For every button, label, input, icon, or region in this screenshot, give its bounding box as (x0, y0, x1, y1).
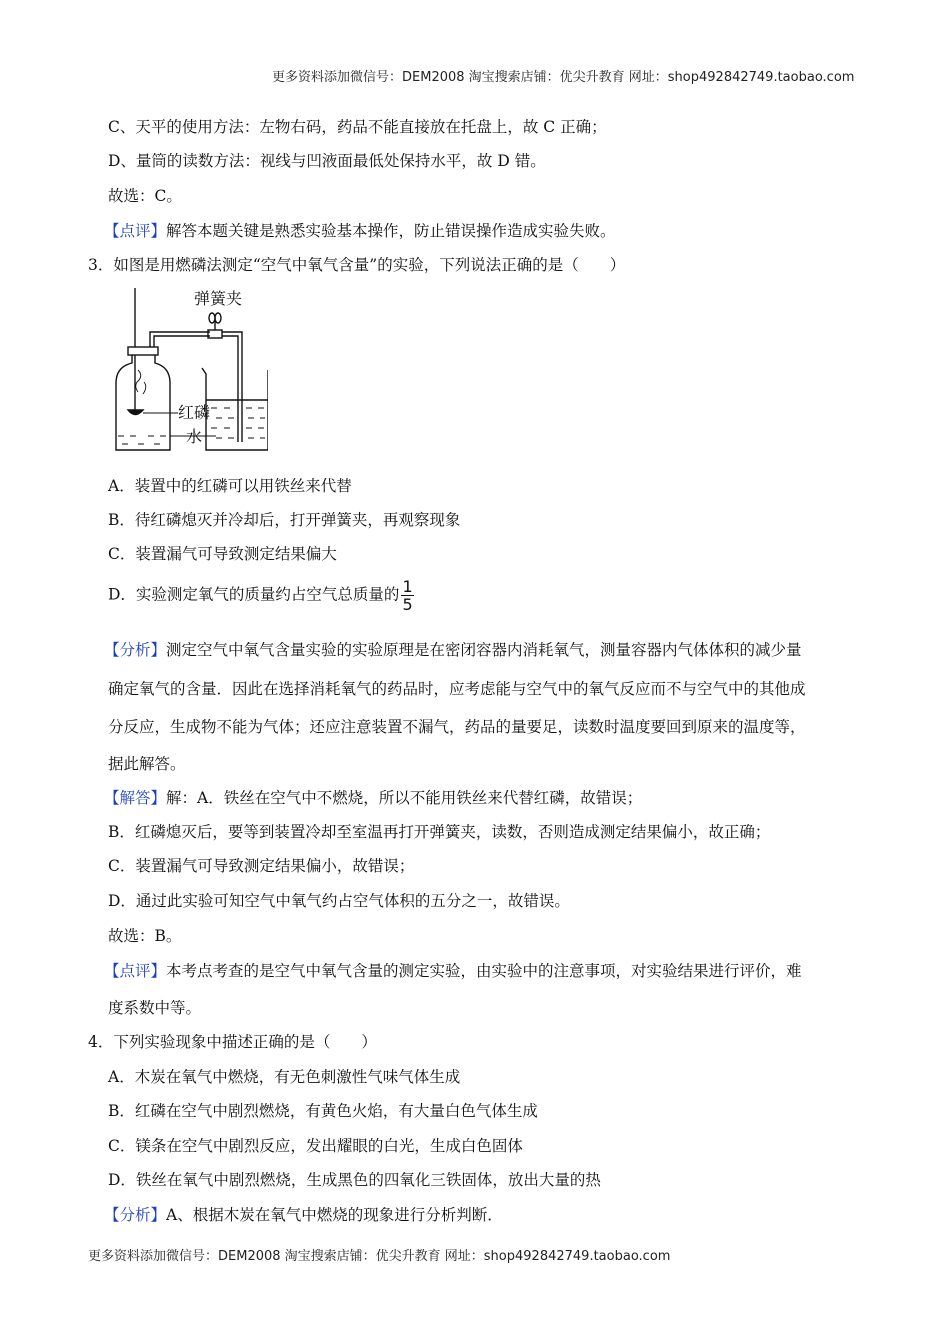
q3-analysis-line-2: 确定氧气的含量．因此在选择消耗氧气的药品时，应考虑能与空气中的氧气反应而不与空气中的其他成 (108, 680, 806, 698)
q3-option-a: A．装置中的红磷可以用铁丝来代替 (108, 477, 352, 495)
page-header: 更多资料添加微信号：DEM2008 淘宝搜索店铺：优尖升教育 网址：shop492842749.taobao.com (272, 70, 855, 85)
q3-solution-line-4: D．通过此实验可知空气中氧气约占空气体积的五分之一，故错误。 (108, 892, 570, 910)
apparatus-figure (108, 284, 268, 459)
page-footer: 更多资料添加微信号：DEM2008 淘宝搜索店铺：优尖升教育 网址：shop492842749.taobao.com (88, 1249, 671, 1264)
q3-stem: 3．如图是用燃磷法测定“空气中氧气含量”的实验，下列说法正确的是（ ） (88, 256, 626, 274)
q4-option-b: B．红磷在空气中剧烈燃烧，有黄色火焰，有大量白色气体生成 (108, 1102, 538, 1120)
q4-stem: 4．下列实验现象中描述正确的是（ ） (88, 1033, 377, 1051)
label-water: 水 (186, 427, 203, 446)
solution-text: 解：A．铁丝在空气中不燃烧，所以不能用铁丝来代替红磷，故错误； (166, 789, 643, 807)
q3-option-b: B．待红磷熄灭并冷却后，打开弹簧夹，再观察现象 (108, 511, 461, 529)
label-spring-clamp: 弹簧夹 (194, 289, 243, 308)
q3-option-d-text: D．实验测定氧气的质量约占空气总质量的 (108, 585, 400, 604)
fraction-numerator: 1 (402, 577, 413, 596)
prev-option-d-explanation: D、量筒的读数方法：视线与凹液面最低处保持水平，故 D 错。 (108, 152, 546, 170)
prev-answer: 故选：C。 (108, 187, 182, 205)
prev-option-c-explanation: C、天平的使用方法：左物右码，药品不能直接放在托盘上，故 C 正确； (108, 118, 607, 136)
prev-comment (104, 221, 616, 241)
q3-option-d (108, 578, 414, 613)
q4-analysis (104, 1205, 503, 1225)
comment-tag: 【点评】 (104, 962, 167, 980)
q3-analysis-line-1 (104, 640, 802, 660)
analysis-tag: 【分析】 (104, 1206, 167, 1224)
q3-solution-line-3: C．装置漏气可导致测定结果偏小，故错误； (108, 857, 415, 875)
analysis-text: A、根据木炭在氧气中燃烧的现象进行分析判断． (166, 1206, 503, 1224)
q4-option-c: C．镁条在空气中剧烈反应，发出耀眼的白光，生成白色固体 (108, 1137, 523, 1155)
label-red-phosphorus: 红磷 (178, 403, 211, 422)
comment-tag: 【点评】 (104, 222, 167, 240)
analysis-tag: 【分析】 (104, 641, 167, 659)
q4-option-a: A．木炭在氧气中燃烧，有无色刺激性气味气体生成 (108, 1068, 461, 1086)
q3-answer: 故选：B。 (108, 927, 182, 945)
solution-tag: 【解答】 (104, 789, 167, 807)
q3-option-c: C．装置漏气可导致测定结果偏大 (108, 545, 337, 563)
comment-text: 解答本题关键是熟悉实验基本操作，防止错误操作造成实验失败。 (166, 222, 616, 240)
q3-comment-line-1 (104, 961, 802, 981)
analysis-text: 测定空气中氧气含量实验的实验原理是在密闭容器内消耗氧气，测量容器内气体体积的减少量 (166, 641, 802, 659)
fraction-denominator: 5 (402, 595, 413, 614)
q3-analysis-line-3: 分反应，生成物不能为气体；还应注意装置不漏气，药品的量要足，读数时温度要回到原来的温度等， (108, 718, 806, 736)
fraction-one-fifth (401, 578, 413, 613)
q3-solution-line-2: B．红磷熄灭后，要等到装置冷却至室温再打开弹簧夹，读数，否则造成测定结果偏小，故正确； (108, 823, 771, 841)
q3-comment-line-2: 度系数中等。 (108, 999, 202, 1017)
q4-option-d: D．铁丝在氧气中剧烈燃烧，生成黑色的四氧化三铁固体，放出大量的热 (108, 1171, 601, 1189)
q3-analysis-line-4: 据此解答。 (108, 755, 186, 773)
comment-text: 本考点考查的是空气中氧气含量的测定实验，由实验中的注意事项，对实验结果进行评价，难 (166, 962, 802, 980)
q3-solution-line-1 (104, 788, 642, 808)
